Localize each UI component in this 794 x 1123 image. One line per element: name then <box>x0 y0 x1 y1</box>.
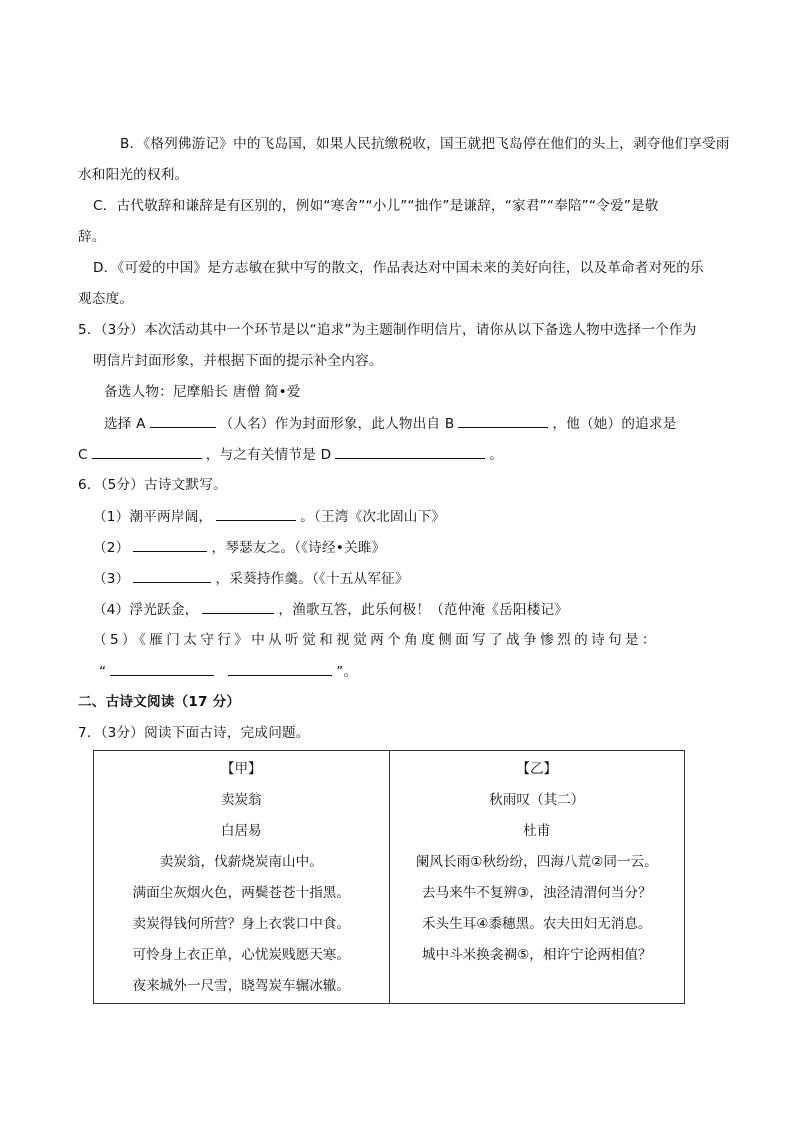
option-c-line2: 辞。 <box>78 229 106 245</box>
q6-item-1-before: （1）潮平两岸阔， <box>93 509 213 525</box>
q6-item-2-before: （2） <box>93 540 130 556</box>
option-d-line1: D．《可爱的中国》是方志敏在狱中写的散文，作品表达对中国未来的美好向往，以及革命者对死的乐 <box>93 260 704 276</box>
q6-item-2 <box>93 537 385 558</box>
q6-item-3-after: ，采葵持作羹。（《十五从军征》 <box>215 571 409 587</box>
poem-yi-line-3 <box>390 909 685 940</box>
footnote-marker-4: ④ <box>476 916 489 932</box>
q6-blank-5a[interactable] <box>110 661 214 676</box>
q6-item-4-after: ，渔歌互答，此乐何极！（范仲淹《岳阳楼记》 <box>278 602 569 618</box>
footnote-marker-1: ① <box>470 854 483 870</box>
q5-fill-a-prefix: 选择 A <box>104 416 146 432</box>
poem-yi-line-4 <box>390 940 685 971</box>
option-d-line2: 观态度。 <box>78 291 134 307</box>
q6-blank-5b[interactable] <box>228 661 332 676</box>
q6-item-1-after: 。（王湾《次北固山下》 <box>300 509 446 525</box>
q7-stem: 7．（3分）阅读下面古诗，完成问题。 <box>78 725 310 741</box>
q6-blank-1[interactable] <box>216 506 296 521</box>
option-b-line2: 水和阳光的权利。 <box>78 167 189 183</box>
q5-fill-c-prefix: C <box>78 447 88 463</box>
footnote-marker-3: ③ <box>517 885 530 901</box>
poem-jia-cell <box>94 751 390 1004</box>
blank-b[interactable] <box>458 413 548 428</box>
q5-candidates: 备选人物：尼摩船长 唐僧 简•爱 <box>104 384 301 400</box>
q6-blank-2[interactable] <box>133 537 207 552</box>
poem-yi-line-1-a: 阑风长雨 <box>415 854 471 870</box>
q6-item-4 <box>93 599 568 620</box>
q6-item-3 <box>93 568 409 589</box>
poem-yi-line-2-b: ，浊泾清渭何当分？ <box>529 885 652 901</box>
q6-blank-3[interactable] <box>133 568 211 583</box>
poem-jia-line-2: 满面尘灰烟火色，两鬓苍苍十指黑。 <box>132 885 350 901</box>
poem-jia-line-4: 可怜身上衣正单，心忧炭贱愿天寒。 <box>132 947 350 963</box>
poem-jia-tag: 【甲】 <box>220 761 262 777</box>
blank-c[interactable] <box>92 444 202 459</box>
q6-item-5-close-quote: ”。 <box>336 664 358 680</box>
poem-yi-author: 杜甫 <box>523 823 551 839</box>
poem-jia-line-1: 卖炭翁，伐薪烧炭南山中。 <box>159 854 323 870</box>
q6-item-5-open-quote: “ <box>99 664 107 680</box>
q6-item-5-line2 <box>99 661 357 682</box>
option-b-line1: B．《格列佛游记》中的飞岛国，如果人民抗缴税收，国王就把飞岛停在他们的头上，剥夺他们享受雨 <box>120 136 730 152</box>
blank-d[interactable] <box>335 444 485 459</box>
poem-yi-tag: 【乙】 <box>516 761 558 777</box>
poem-yi-line-4-b: ，相许宁论两相值？ <box>529 947 652 963</box>
q5-fill-c-mid: ，与之有关情节是 D <box>205 447 332 463</box>
poems-table <box>93 750 685 1004</box>
q6-item-4-before: （4）浮光跃金， <box>93 602 199 618</box>
q6-item-1 <box>93 506 445 527</box>
footnote-marker-5: ⑤ <box>517 947 530 963</box>
q5-fill-a-suffix: ，他（她）的追求是 <box>552 416 677 432</box>
poem-yi-line-4-a: 城中斗米换衾裯 <box>421 947 518 963</box>
q6-item-5-line1: （5）《雁门太守行》中从听觉和视觉两个角度侧面写了战争惨烈的诗句是： <box>93 632 660 648</box>
q5-fill-c-suffix: 。 <box>489 447 504 463</box>
q5-stem-line2: 明信片封面形象，并根据下面的提示补全内容。 <box>93 353 383 369</box>
poem-yi-line-1-b: 秋纷纷，四海八荒 <box>482 854 592 870</box>
poem-yi-title: 秋雨叹（其二） <box>489 792 585 808</box>
blank-a[interactable] <box>150 413 216 428</box>
poem-yi-line-3-a: 禾头生耳 <box>421 916 477 932</box>
poem-yi-line-2-a: 去马来牛不复辨 <box>421 885 518 901</box>
poem-yi-cell <box>389 751 685 1004</box>
q5-fill-line-c <box>78 444 503 465</box>
poem-jia-line-5: 夜来城外一尺雪，晓驾炭车辗冰辙。 <box>132 978 350 994</box>
poem-yi-line-2 <box>390 878 685 909</box>
poem-yi-line-1 <box>390 847 685 878</box>
poem-jia-title: 卖炭翁 <box>220 792 262 808</box>
q5-fill-line-a <box>104 413 677 434</box>
q5-stem-line1: 5．（3分）本次活动其中一个环节是以“追求”为主题制作明信片，请你从以下备选人物中选择一个作为 <box>78 322 697 338</box>
q6-item-2-after: ，琴瑟友之。（《诗经•关雎》 <box>211 540 386 556</box>
footnote-marker-2: ② <box>591 854 604 870</box>
q6-item-3-before: （3） <box>93 571 130 587</box>
poem-jia-author: 白居易 <box>220 823 262 839</box>
q5-fill-a-mid: （人名）作为封面形象，此人物出自 B <box>219 416 455 432</box>
option-c-line1: C．古代敬辞和谦辞是有区别的，例如“寒舍”“小儿”“拙作”是谦辞，“家君”“奉陪”“令爱”是敬 <box>93 198 659 214</box>
poem-yi-line-1-c: 同一云。 <box>603 854 658 870</box>
section-2-heading: 二、古诗文阅读（17 分） <box>78 694 241 710</box>
poem-yi-line-3-b: 黍穗黑。农夫田妇无消息。 <box>488 916 652 932</box>
q6-stem: 6．（5分）古诗文默写。 <box>78 477 227 493</box>
poem-jia-line-3: 卖炭得钱何所营？身上衣裳口中食。 <box>132 916 350 932</box>
q6-blank-4[interactable] <box>202 599 274 614</box>
